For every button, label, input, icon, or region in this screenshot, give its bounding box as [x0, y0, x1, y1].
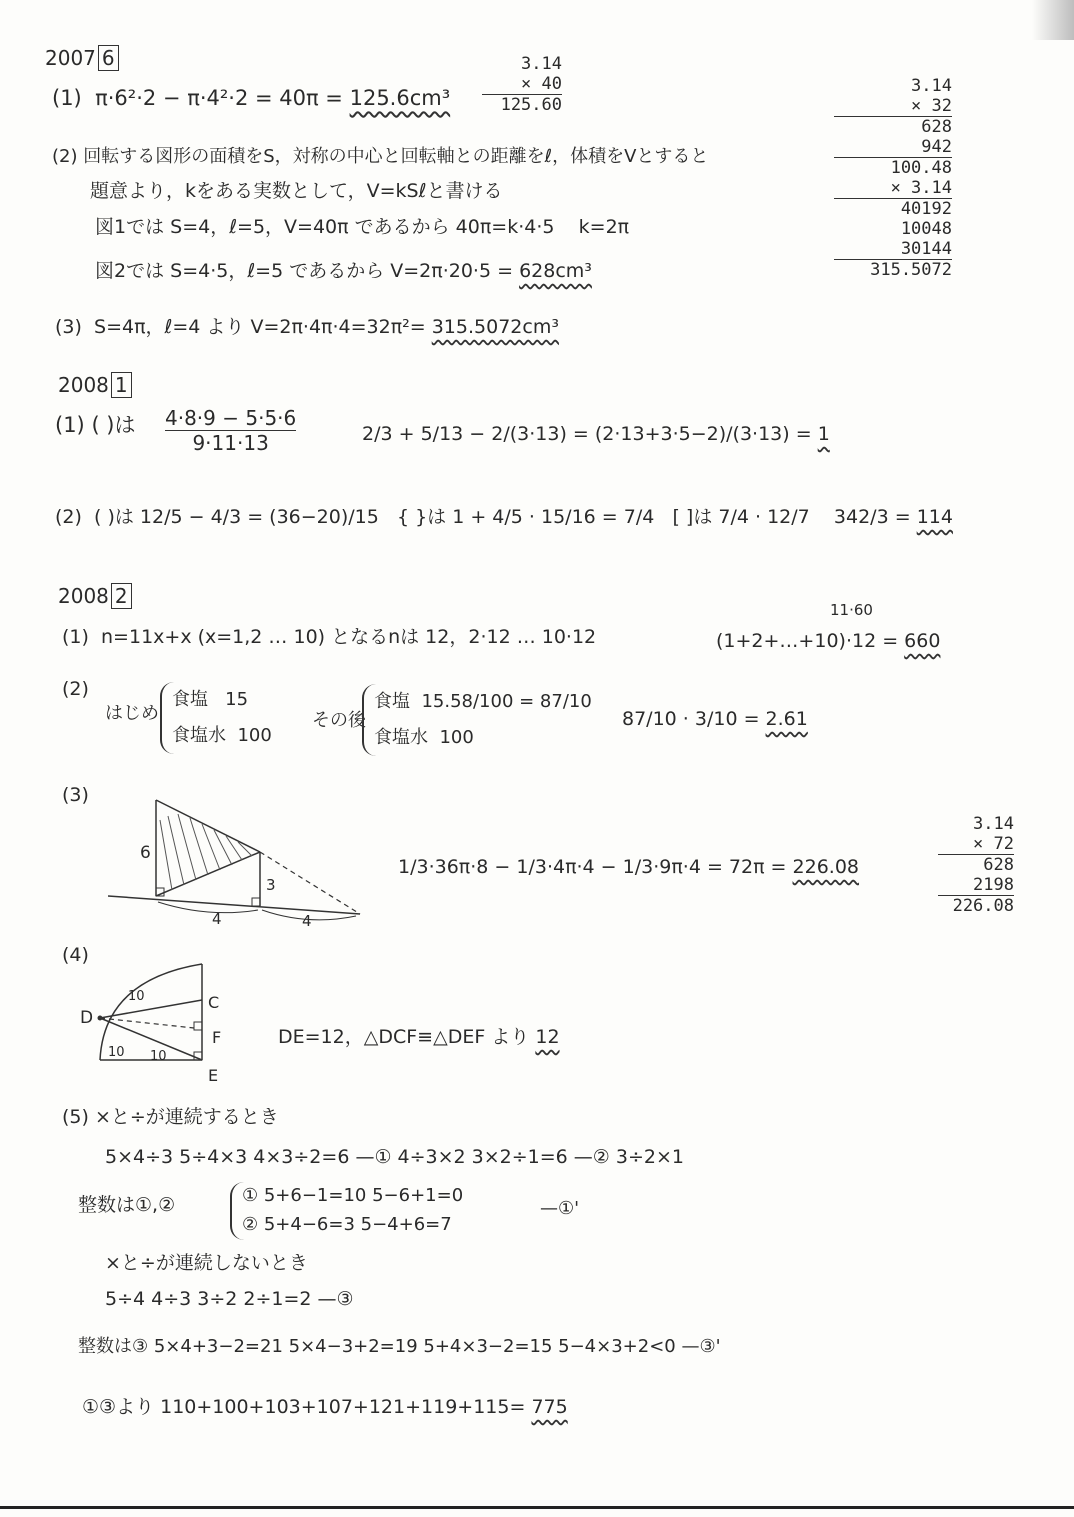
p2008-2-4-label: (4)	[62, 944, 89, 966]
p2007-1: (1) π·6²·2 − π·4²·2 = 40π = 125.6cm³	[52, 86, 451, 110]
p2008-2-3-expr: 1/3·36π·8 − 1/3·4π·4 − 1/3·9π·4 = 72π = 226.08	[398, 856, 860, 878]
p2008-2-5-l5: ①③より 110+100+103+107+121+119+115= 775	[82, 1396, 568, 1418]
p2008-2-2-start-block: 食塩 15 食塩水 100	[160, 682, 272, 754]
p2008-2-2-after: その後	[312, 710, 366, 731]
page-edge-shadow	[1032, 0, 1074, 40]
p2007-2-line2: 題意より，kをある実数として，V=kSℓと書ける	[90, 180, 503, 202]
fig3-label-4a: 4	[212, 910, 222, 928]
p2007-2-line3: 図1では S=4，ℓ=5，V=40π であるから 40π=k·4·5 k=2π	[95, 216, 630, 238]
fig4-label-C: C	[208, 993, 220, 1012]
p2008-2-5-l2a: 整数は①,②	[78, 1194, 176, 1216]
fig4-label-10c: 10	[150, 1049, 167, 1064]
p2008-2-2-label: (2)	[62, 678, 89, 700]
p2008-2-5-l1: 5×4÷3 5÷4×3 4×3÷2=6 —① 4÷3×2 3×2÷1=6 —② 3÷2×1	[105, 1146, 684, 1168]
section-2007-6-heading: 2007 6	[45, 48, 119, 68]
fig4-label-10a: 10	[128, 989, 145, 1004]
p2008-2-2-start: はじめ	[105, 703, 159, 724]
p2008-2-5-l4: 整数は③ 5×4+3−2=21 5×4−3+2=19 5+4×3−2=15 5−4×3+2<0 —③'	[78, 1336, 721, 1357]
p2008-2-5-cases: ① 5+6−1=10 5−6+1=0 ② 5+4−6=3 5−4+6=7	[230, 1182, 463, 1240]
p2007-3: (3) S=4π，ℓ=4 より V=2π·4π·4=32π²= 315.5072cm³	[55, 316, 559, 338]
calc-block-3: 3.14 × 72 628 2198 226.08	[938, 814, 1014, 916]
p2007-2-line1: (2) 回転する図形の面積をS，対称の中心と回転軸との距離をℓ，体積をVとすると	[52, 146, 709, 167]
p2008-2-5-h2: ×と÷が連続しないとき	[105, 1252, 308, 1274]
p2008-2-5-l3: 5÷4 4÷3 3÷2 2÷1=2 —③	[105, 1288, 354, 1310]
section-2008-1-heading: 2008 1	[58, 375, 132, 395]
fig4-label-E: E	[208, 1066, 219, 1085]
p2008-1-1-expr2: 2/3 + 5/13 − 2/(3·13) = (2·13+3·5−2)/(3·13) = 1	[362, 423, 830, 445]
calc-block-2: 3.14 × 32 628 942 100.48 × 3.14 40192 10048 30144 315.5072	[834, 76, 952, 280]
p2007-2-line4: 図2では S=4·5，ℓ=5 であるから V=2π·20·5 = 628cm³	[95, 260, 592, 282]
p2008-2-1-note: 11·60	[830, 601, 873, 619]
page-bottom-edge	[0, 1506, 1074, 1509]
section-2008-2-heading: 2008 2	[58, 586, 132, 606]
p2008-2-4-expr: DE=12，△DCF≡△DEF より 12	[278, 1026, 560, 1048]
fig3-label-4b: 4	[302, 912, 312, 930]
fig4-label-10b: 10	[108, 1045, 125, 1060]
fig4-label-D: D	[80, 1008, 94, 1028]
p2008-2-2-expr: 87/10 · 3/10 = 2.61	[622, 708, 808, 730]
p2008-2-1-sum: (1+2+…+10)·12 = 660	[716, 630, 941, 652]
p2008-1-1-label: (1) ( )は	[55, 413, 136, 437]
fig3-label-6: 6	[140, 843, 151, 863]
p2008-2-3-label: (3)	[62, 784, 89, 806]
p2008-2-5-h1: (5) ×と÷が連続するとき	[62, 1106, 279, 1128]
p2008-2-1: (1) n=11x+x (x=1,2 … 10) となるnは 12，2·12 … 10·12	[62, 626, 597, 648]
fig4-label-F: F	[212, 1028, 222, 1047]
p2008-2-2-after-block: 食塩 15.58/100 = 87/10 食塩水 100	[362, 684, 592, 756]
p2008-1-2: (2) ( )は 12/5 − 4/3 = (36−20)/15 { }は 1 + 4/5 · 15/16 = 7/4 [ ]は 7/4 · 12/7 342/3 = 114	[55, 506, 953, 528]
calc-block-1: 3.14 × 40 125.60	[482, 54, 562, 115]
p2008-1-1-fraction: 4·8·9 − 5·5·6 9·11·13	[165, 406, 297, 455]
fig3-label-3: 3	[266, 876, 276, 894]
p2008-2-5-l2d: —①'	[540, 1198, 580, 1219]
